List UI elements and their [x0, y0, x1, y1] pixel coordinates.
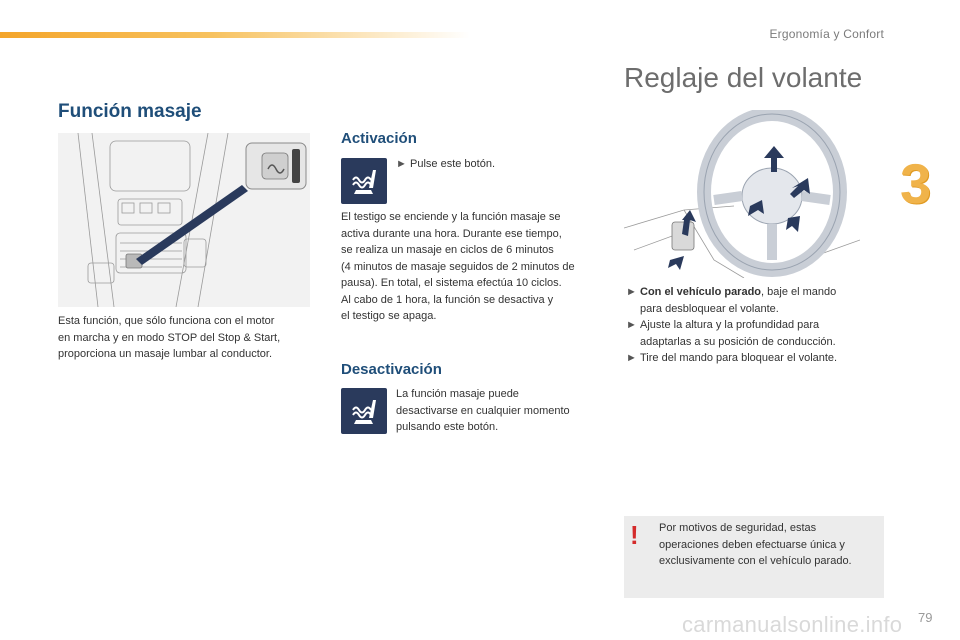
steering-step-1 [626, 284, 886, 317]
activation-body [341, 209, 611, 325]
bullet-icon: ► [626, 352, 637, 364]
body-line: Al cabo de 1 hora, la función se desactiva y [341, 293, 554, 306]
massage-title: Función masaje [58, 101, 202, 122]
deactivation-body [396, 386, 606, 436]
massage-button-icon-2 [341, 388, 387, 434]
body-line: El testigo se enciende y la función masaje se [341, 211, 561, 223]
bullet-icon: ► [626, 319, 637, 331]
warning-line: exclusivamente con el vehículo parado. [659, 555, 852, 567]
step-bold: Con el vehículo parado [640, 286, 762, 298]
intro-line: Esta función, que sólo funciona con el motor [58, 315, 275, 327]
massage-seat-icon [347, 394, 381, 428]
warning-line: Por motivos de seguridad, estas [659, 522, 817, 534]
steering-steps [626, 284, 886, 367]
warning-line: operaciones deben efectuarse única y [659, 538, 845, 551]
step-text: , baje el mando [761, 286, 837, 298]
activation-bullet-text: Pulse este botón. [410, 158, 496, 170]
step-text: Tire del mando para bloquear el volante. [640, 352, 838, 364]
body-line: (4 minutos de masaje seguidos de 2 minutos de [341, 260, 575, 273]
steering-step-3 [626, 350, 886, 367]
activation-bullet [396, 156, 495, 173]
bullet-icon: ► [396, 158, 407, 170]
body-line: el testigo se apaga. [341, 310, 437, 322]
seat-console-illustration [58, 133, 310, 307]
deactivation-title: Desactivación [341, 361, 442, 378]
warning-icon: ! [630, 520, 639, 550]
step-cont: adaptarlas a su posición de conducción. [640, 335, 836, 348]
chapter-number: 3 [900, 152, 932, 215]
massage-intro [58, 313, 318, 363]
body-line: desactivarse en cualquier momento [396, 404, 570, 417]
body-line: activa durante una hora. Durante ese tiempo, [341, 227, 562, 240]
body-line: se realiza un masaje en ciclos de 6 minutos [341, 244, 554, 256]
step-text: Ajuste la altura y la profundidad para [640, 319, 820, 331]
steering-step-2 [626, 317, 886, 350]
page-number: 79 [918, 610, 933, 625]
step-cont: para desbloquear el volante. [640, 302, 779, 315]
massage-button-icon [341, 158, 387, 204]
body-line: La función masaje puede [396, 388, 519, 400]
massage-seat-icon [347, 164, 381, 198]
steering-wheel-illustration [624, 110, 860, 278]
body-line: pausa). En total, el sistema efectúa 10 ciclos. [341, 277, 562, 289]
steering-title: Reglaje del volante [624, 62, 863, 93]
warning-text [659, 520, 883, 570]
bullet-icon: ► [626, 286, 637, 298]
watermark: carmanualsonline.info [682, 612, 903, 637]
intro-line: en marcha y en modo STOP del Stop & Start, [58, 331, 281, 344]
activation-title: Activación [341, 130, 417, 147]
body-line: pulsando este botón. [396, 421, 499, 433]
header-accent-bar [0, 32, 470, 38]
intro-line: proporciona un masaje lumbar al conductor. [58, 348, 273, 360]
section-title: Ergonomía y Confort [769, 27, 884, 41]
